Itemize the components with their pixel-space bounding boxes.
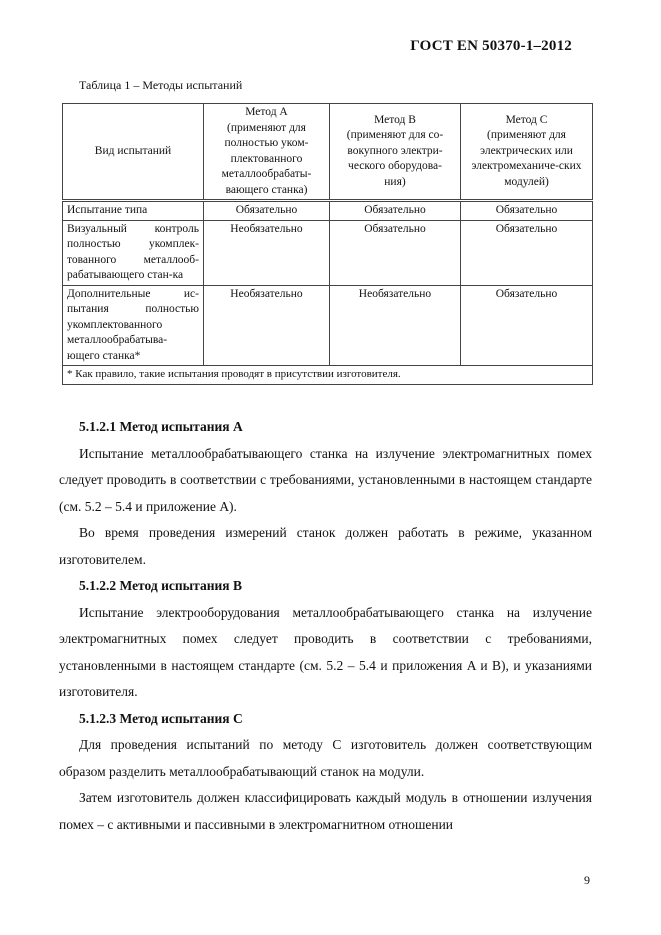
paragraph: Испытание электрооборудования металлообрабатывающего станка на излучение электромагнитных помех следует проводить в соответствии с требованиями, установленными в настоящем стандарте (см. 5.2 – 5.4 и приложения A и B), и указаниями изготовителя. <box>59 604 592 699</box>
standard-number: ГОСТ EN 50370-1–2012 <box>410 38 572 54</box>
method-b-name: Метод B <box>374 113 416 126</box>
method-c-description: (применяют для электрических или электромеханиче-ских модулей) <box>471 129 582 188</box>
section-heading: 5.1.2.3 Метод испытания C <box>79 710 243 726</box>
table-row <box>63 220 593 285</box>
cell-method-b: Необязательно <box>330 285 461 366</box>
document-body <box>59 414 592 838</box>
cell-method-c: Обязательно <box>461 285 593 366</box>
cell-method-c: Обязательно <box>461 201 593 221</box>
paragraph: Для проведения испытаний по методу C изготовитель должен соответствующим образом разделить металлообрабатывающий станок на модули. <box>59 737 592 779</box>
method-c-name: Метод C <box>505 113 548 126</box>
paragraph: Затем изготовитель должен классифицировать каждый модуль в отношении излучения помех – с активными и пассивными в электромагнитном отношении <box>59 790 592 832</box>
method-a-name: Метод A <box>245 106 288 118</box>
method-a-description: (применяют для полностью уком-плектованного металлообрабаты-вающего станка) <box>221 121 312 196</box>
table-row <box>63 285 593 366</box>
row-test-type: Визуальный контроль полностью укомплек-тованного металлооб-рабатывающего стан-ка <box>63 220 204 285</box>
section-heading: 5.1.2.2 Метод испытания B <box>79 578 242 593</box>
section-heading: 5.1.2.1 Метод испытания A <box>79 419 243 434</box>
table-footnote: * Как правило, такие испытания проводят в присутствии изготовителя. <box>63 366 593 385</box>
cell-method-a: Обязательно <box>204 201 330 221</box>
method-b-description: (применяют для со-вокупного электри-ческого оборудова-ния) <box>346 129 444 188</box>
cell-method-a: Необязательно <box>204 220 330 285</box>
header-method-c <box>461 104 593 201</box>
table-row <box>63 201 593 221</box>
paragraph: Во время проведения измерений станок должен работать в режиме, указанном изготовителем. <box>59 525 592 567</box>
section-method-b <box>59 573 592 706</box>
row-test-type: Дополнительные ис-пытания полностью укомплектованного металлообрабатыва-ющего станка* <box>63 285 204 366</box>
table-caption: Таблица 1 – Методы испытаний <box>79 78 243 92</box>
cell-method-b: Обязательно <box>330 201 461 221</box>
section-method-a <box>59 414 592 573</box>
row-test-type: Испытание типа <box>63 201 204 221</box>
paragraph: Испытание металлообрабатывающего станка на излучение электромагнитных помех следует проводить в соответствии с требованиями, установленными в настоящем стандарте (см. 5.2 – 5.4 и приложение A). <box>59 445 592 514</box>
section-method-c <box>59 706 592 839</box>
page-number: 9 <box>584 873 590 887</box>
header-method-b <box>330 104 461 201</box>
cell-method-c: Обязательно <box>461 220 593 285</box>
header-method-a <box>204 104 330 201</box>
cell-method-b: Обязательно <box>330 220 461 285</box>
table-header-row <box>63 104 593 201</box>
table-footnote-row <box>63 366 593 385</box>
header-test-type: Вид испытаний <box>63 104 204 201</box>
cell-method-a: Необязательно <box>204 285 330 366</box>
test-methods-table <box>62 103 593 385</box>
